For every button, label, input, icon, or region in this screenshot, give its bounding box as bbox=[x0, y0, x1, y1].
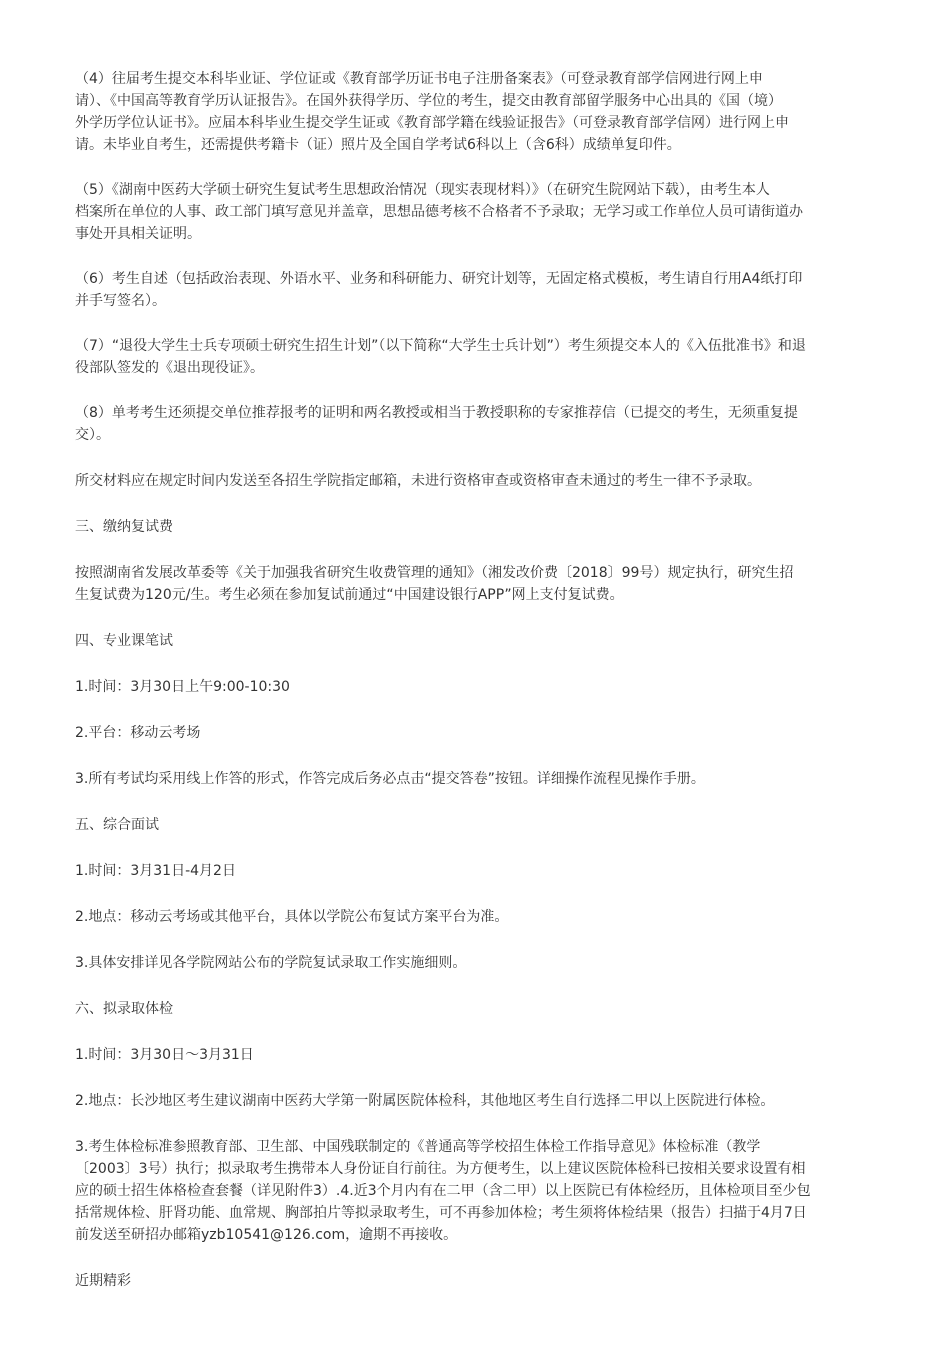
written-exam-format: 3.所有考试均采用线上作答的形式，作答完成后务必点击“提交答卷”按钮。详细操作流程见操作手册。 bbox=[75, 771, 705, 787]
section-heading-written-exam: 四、专业课笔试 bbox=[75, 633, 173, 649]
paragraph-item-8: （8）单考考生还须提交单位推荐报考的证明和两名教授或相当于教授职称的专家推荐信（已提交的考生，无须重复提 交）。 bbox=[75, 405, 798, 443]
interview-location: 2.地点：移动云考场或其他平台，具体以学院公布复试方案平台为准。 bbox=[75, 909, 509, 925]
section-heading-interview: 五、综合面试 bbox=[75, 817, 159, 833]
written-exam-time: 1.时间：3月30日上午9:00-10:30 bbox=[75, 679, 290, 695]
paragraph-item-6: （6）考生自述（包括政治表现、外语水平、业务和科研能力、研究计划等，无固定格式模板，考生请自行用A4纸打印 并手写签名）。 bbox=[75, 271, 803, 309]
section-heading-medical-exam: 六、拟录取体检 bbox=[75, 1001, 173, 1017]
paragraph-item-7: （7）“退役大学生士兵专项硕士研究生招生计划”（以下简称“大学生士兵计划”）考生须提交本人的《入伍批准书》和退 役部队签发的《退出现役证》。 bbox=[75, 338, 806, 376]
paragraph-materials-note: 所交材料应在规定时间内发送至各招生学院指定邮箱，未进行资格审查或资格审查未通过的考生一律不予录取。 bbox=[75, 473, 761, 489]
recent-highlights-heading: 近期精彩 bbox=[75, 1273, 131, 1289]
section-heading-fee: 三、缴纳复试费 bbox=[75, 519, 173, 535]
interview-arrangement: 3.具体安排详见各学院网站公布的学院复试录取工作实施细则。 bbox=[75, 955, 467, 971]
interview-time: 1.时间：3月31日-4月2日 bbox=[75, 863, 236, 879]
paragraph-item-4: （4）往届考生提交本科毕业证、学位证或《教育部学历证书电子注册备案表》（可登录教育部学信网进行网上申 请）、《中国高等教育学历认证报告》。在国外获得学历、学位的考生，提交由教育部留学服务中心出具的《国（境） 外学历学位认证书》。应届本科毕业生提交学生证或《教育部学籍在线验证报告》（可登录教育部学信网）进行网上申 请。未毕业自考生，还需提供考籍卡（证）照片及全国自学考试6科以上（含6科）成绩单复印件。 bbox=[75, 71, 789, 153]
written-exam-platform: 2.平台：移动云考场 bbox=[75, 725, 201, 741]
medical-exam-time: 1.时间：3月30日～3月31日 bbox=[75, 1047, 254, 1063]
paragraph-fee-detail: 按照湖南省发展改革委等《关于加强我省研究生收费管理的通知》（湘发改价费〔2018〕99号）规定执行，研究生招 生复试费为120元/生。考生必须在参加复试前通过“中国建设银行APP”网上支付复试费。 bbox=[75, 565, 794, 603]
medical-exam-standard: 3.考生体检标准参照教育部、卫生部、中国残联制定的《普通高等学校招生体检工作指导意见》体检标准（教学 〔2003〕3号）执行；拟录取考生携带本人身份证自行前往。为方便考生，以上建议医院体检科已按相关要求设置有相 应的硕士招生体格检查套餐（详见附件3）.4.近3个月内有在二甲（含二甲）以上医院已有体检经历，且体检项目至少包 括常规体检、肝肾功能、血常规、胸部拍片等拟录取考生，可不再参加体检；考生须将体检结果（报告）扫描于4月7日 前发送至研招办邮箱yzb10541@126.com，逾期不再接收。 bbox=[75, 1139, 811, 1243]
paragraph-item-5: （5）《湖南中医药大学硕士研究生复试考生思想政治情况（现实表现材料）》（在研究生院网站下载），由考生本人 档案所在单位的人事、政工部门填写意见并盖章，思想品德考核不合格者不予录取；无学习或工作单位人员可请街道办 事处开具相关证明。 bbox=[75, 182, 803, 242]
medical-exam-location: 2.地点：长沙地区考生建议湖南中医药大学第一附属医院体检科，其他地区考生自行选择二甲以上医院进行体检。 bbox=[75, 1093, 775, 1109]
